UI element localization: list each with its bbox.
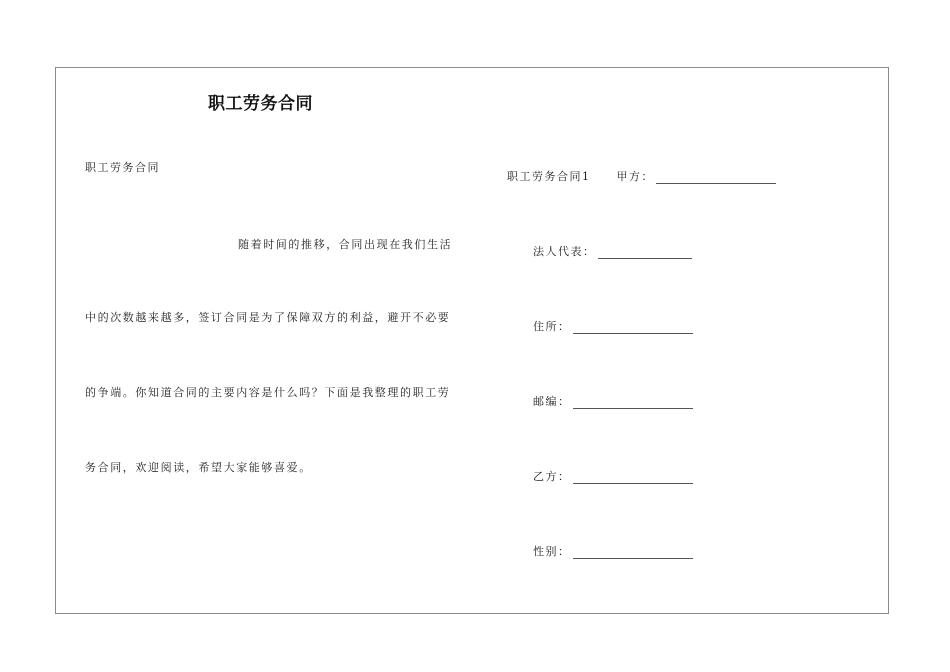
- intro-line-3: 的争端。你知道合同的主要内容是什么吗？下面是我整理的职工劳: [85, 386, 451, 399]
- document-page-frame: [55, 67, 889, 614]
- document-title: 职工劳务合同: [208, 94, 313, 114]
- intro-line-2: 中的次数越来越多，签订合同是为了保障双方的利益，避开不必要: [85, 311, 451, 324]
- address-blank[interactable]: [573, 322, 693, 334]
- legal-rep-row: [533, 243, 692, 259]
- legal-rep-label: 法人代表：: [533, 245, 596, 258]
- gender-blank[interactable]: [573, 547, 693, 559]
- postcode-label: 邮编：: [533, 395, 571, 408]
- gender-label: 性别：: [533, 545, 571, 558]
- postcode-blank[interactable]: [573, 397, 693, 409]
- party-a-label: 甲方：: [616, 170, 654, 183]
- party-b-row: [533, 468, 693, 484]
- contract-heading: 职工劳务合同1: [507, 170, 591, 183]
- document-subtitle: 职工劳务合同: [85, 161, 160, 174]
- party-a-blank[interactable]: [656, 172, 776, 184]
- legal-rep-blank[interactable]: [598, 247, 692, 259]
- address-label: 住所：: [533, 320, 571, 333]
- postcode-row: [533, 393, 693, 409]
- gender-row: [533, 543, 693, 559]
- contract-heading-row: [507, 168, 776, 184]
- party-b-blank[interactable]: [573, 472, 693, 484]
- address-row: [533, 318, 693, 334]
- intro-line-1: 随着时间的推移，合同出现在我们生活: [238, 238, 453, 251]
- intro-line-4: 务合同，欢迎阅读，希望大家能够喜爱。: [85, 461, 312, 474]
- party-b-label: 乙方：: [533, 470, 571, 483]
